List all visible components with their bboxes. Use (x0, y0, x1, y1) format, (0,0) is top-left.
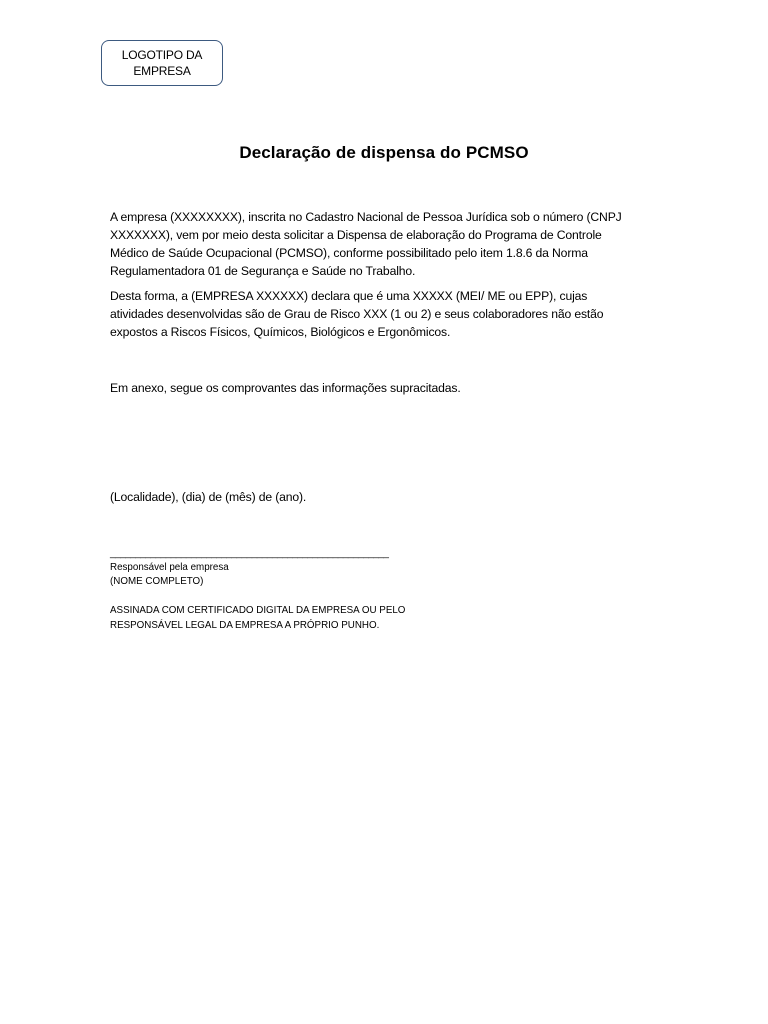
paragraph-attachments (110, 379, 670, 397)
logo-line-1: LOGOTIPO DA (121, 48, 203, 62)
paragraph-line: Em anexo, segue os comprovantes das informações supracitadas. (110, 381, 461, 395)
paragraph-line: A empresa (XXXXXXXX), inscrita no Cadastro Nacional de Pessoa Jurídica sob o número (CNPJ (110, 210, 622, 224)
company-logo-placeholder (101, 40, 223, 86)
paragraph-line: (Localidade), (dia) de (mês) de (ano). (110, 490, 307, 504)
signature-note-line-1: ASSINADA COM CERTIFICADO DIGITAL DA EMPRESA OU PELO (110, 605, 406, 616)
signature-name-placeholder: (NOME COMPLETO) (110, 576, 204, 587)
paragraph-declaration (110, 287, 670, 341)
signature-note-line-2: RESPONSÁVEL LEGAL DA EMPRESA A PRÓPRIO PUNHO. (110, 620, 380, 631)
paragraph-line: XXXXXXX), vem por meio desta solicitar a Dispensa de elaboração do Programa de Controle (110, 228, 602, 242)
document-title: Declaração de dispensa do PCMSO (239, 143, 529, 162)
date-location-line (110, 488, 670, 506)
signature-line: _______________________________________________________ (110, 548, 389, 559)
paragraph-request (110, 208, 670, 280)
paragraph-line: atividades desenvolvidas são de Grau de Risco XXX (1 ou 2) e seus colaboradores não estão (110, 307, 604, 321)
signature-responsible-label: Responsável pela empresa (110, 562, 229, 573)
paragraph-line: Desta forma, a (EMPRESA XXXXXX) declara que é uma XXXXX (MEI/ ME ou EPP), cujas (110, 289, 588, 303)
paragraph-line: Médico de Saúde Ocupacional (PCMSO), conforme possibilitado pelo item 1.8.6 da Norma (110, 246, 588, 260)
paragraph-line: expostos a Riscos Físicos, Químicos, Biológicos e Ergonômicos. (110, 325, 451, 339)
logo-line-2: EMPRESA (133, 64, 191, 78)
paragraph-line: Regulamentadora 01 de Segurança e Saúde no Trabalho. (110, 264, 416, 278)
